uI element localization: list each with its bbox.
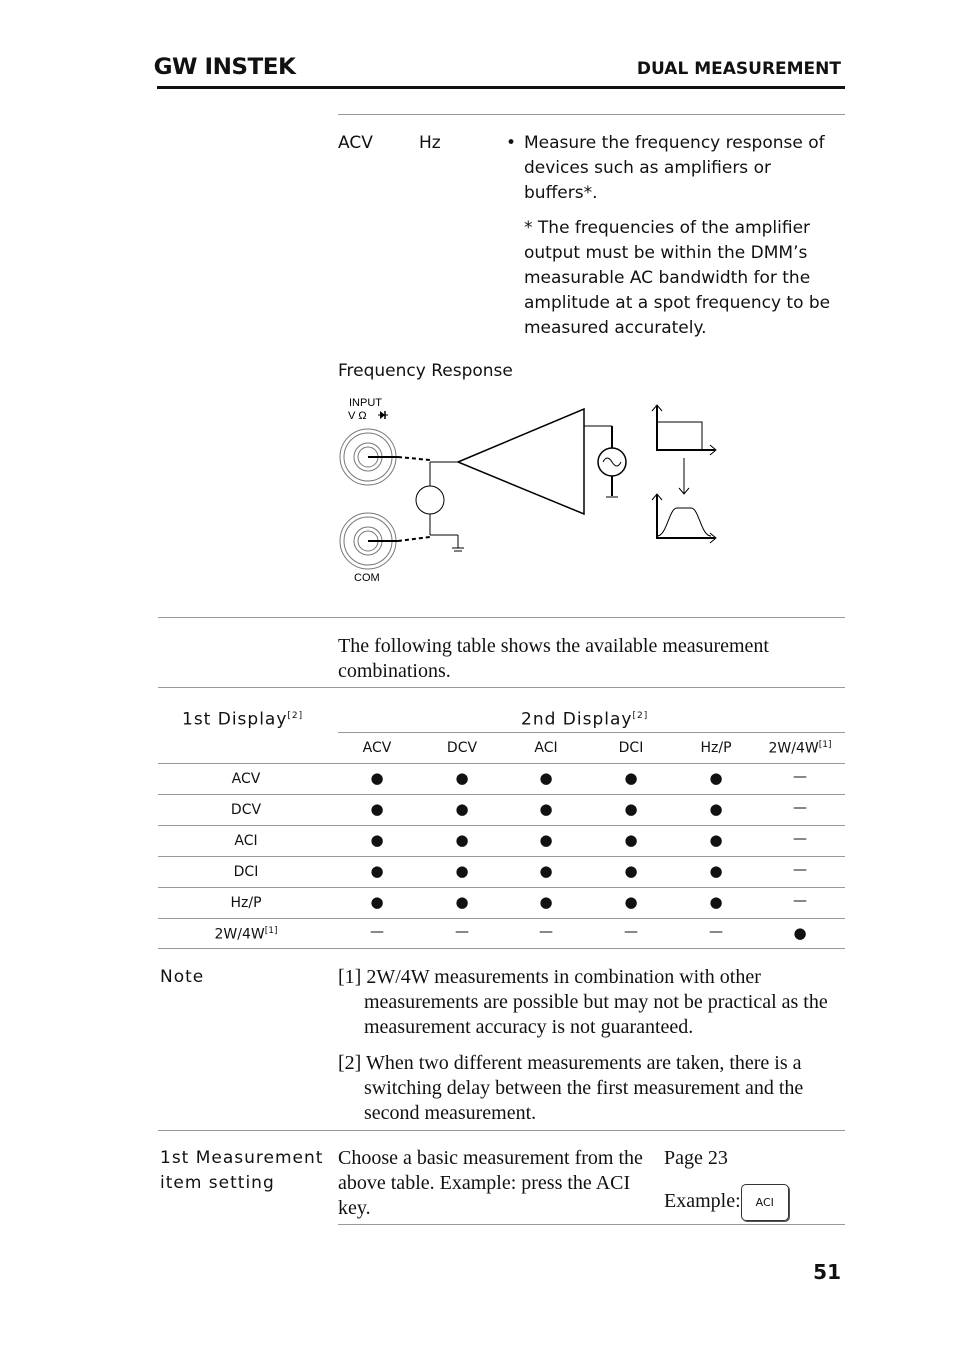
table-cell: ● — [793, 924, 807, 942]
table-cell: ● — [709, 893, 723, 911]
page-number: 51 — [813, 1260, 841, 1284]
table-cell: — — [793, 893, 807, 909]
table-cell: ● — [455, 862, 469, 880]
example-label: Example: — [664, 1190, 741, 1213]
column-header: ACI — [534, 740, 558, 756]
column-header: ACV — [362, 740, 392, 756]
table-cell: ● — [709, 769, 723, 787]
table-cell: — — [624, 924, 638, 940]
table-cell: ● — [539, 800, 553, 818]
table-cell: — — [793, 831, 807, 847]
diagram-title: Frequency Response — [338, 361, 513, 381]
intro-text: The following table shows the available measurement combinations. — [338, 635, 769, 682]
acv-label: ACV — [338, 133, 373, 153]
bullet-text: Measure the frequency response of devices such as amplifiers or buffers*. — [524, 133, 825, 203]
table-cell: ● — [539, 862, 553, 880]
manual-page: GW INSTEK DUAL MEASUREMENT ACV Hz • Measure the frequency response of devices such as amplifiers or buffers*. * The frequencies of the amplifier output must be within the DMM’s measurable AC bandwidth for the amplitude at a spot frequency to be measured accurately. Frequency Response INPUT V Ω COM The following table shows the available measurement combinations. 1st Display[2] 2nd Display[2] ACV DCV ACI DCI Hz/P 2W/4W[1] ACV ● ● ● ● ● — DCV ● ● ● ● ● — ACI ● ● ● ● ● — DCI ● ● ● ● ● — Hz/P ● ● ● ● ● — 2W/4W[1] — — — — — ● Note [1] 2W/4W measurements in combination with other measurements are possible but may not be practical as the measurement accuracy is not guaranteed. [2] When two different measurements are taken, there is a switching delay between the first measurement and the second measurement. 1st Measurement item setting Choose a basic measurement from the above table. Example: press the ACI key. Page 23 Example: ACI 51 — [0, 0, 954, 1350]
table-cell: ● — [370, 769, 384, 787]
hz-label: Hz — [419, 133, 441, 153]
table-cell: ● — [370, 800, 384, 818]
aci-key-icon: ACI — [741, 1184, 789, 1221]
table-cell: — — [455, 924, 469, 940]
table-cell: ● — [624, 893, 638, 911]
row-label: Hz/P — [230, 895, 262, 911]
table-cell: ● — [624, 862, 638, 880]
column-header: Hz/P — [700, 740, 732, 756]
table-cell: — — [793, 769, 807, 785]
note-1: [1] 2W/4W measurements in combination with other measurements are possible but may not be practical as the measurement accuracy is not guaranteed. — [338, 966, 828, 1038]
table-cell: — — [370, 924, 384, 940]
column-header: DCV — [446, 740, 478, 756]
row-label: DCI — [233, 864, 259, 880]
row-label: DCV — [230, 802, 262, 818]
table-cell: — — [793, 862, 807, 878]
table-cell: ● — [539, 831, 553, 849]
note-2: [2] When two different measurements are taken, there is a switching delay between the first measurement and the second measurement. — [338, 1052, 804, 1124]
first-display-header: 1st Display — [182, 709, 288, 730]
table-cell: ● — [455, 800, 469, 818]
column-header: DCI — [618, 740, 644, 756]
table-cell: ● — [624, 831, 638, 849]
table-cell: ● — [624, 769, 638, 787]
footnote-text: * The frequencies of the amplifier output must be within the DMM’s measurable AC bandwidth for the amplitude at a spot frequency to be measured accurately. — [524, 218, 831, 338]
section-title: DUAL MEASUREMENT — [636, 59, 841, 79]
frequency-response-diagram — [330, 390, 730, 590]
table-cell: ● — [709, 800, 723, 818]
table-cell: ● — [455, 769, 469, 787]
note-label: Note — [160, 967, 205, 987]
table-cell: — — [539, 924, 553, 940]
page-reference: Page 23 — [664, 1147, 728, 1169]
table-cell: ● — [539, 769, 553, 787]
input-label: INPUT — [349, 397, 382, 409]
second-display-header: 2nd Display — [521, 709, 633, 730]
row-label: ACI — [234, 833, 258, 849]
table-cell: ● — [455, 893, 469, 911]
table-cell: ● — [539, 893, 553, 911]
diode-icon — [378, 411, 388, 419]
table-cell: — — [709, 924, 723, 940]
table-cell: ● — [709, 862, 723, 880]
input-symbols: V Ω — [348, 410, 367, 422]
header-rule — [157, 86, 845, 89]
table-cell: ● — [455, 831, 469, 849]
setting-label: 1st Measurement item setting — [160, 1148, 324, 1193]
table-cell: ● — [709, 831, 723, 849]
com-label: COM — [354, 572, 380, 584]
row-label: ACV — [231, 771, 261, 787]
table-cell: ● — [370, 893, 384, 911]
row-label: 2W/4W[1] — [214, 926, 278, 943]
table-cell: ● — [624, 800, 638, 818]
table-cell: — — [793, 800, 807, 816]
gw-instek-logo: GW INSTEK — [153, 55, 296, 80]
setting-text: Choose a basic measurement from the above table. Example: press the ACI key. — [338, 1147, 643, 1219]
table-cell: ● — [370, 831, 384, 849]
table-cell: ● — [370, 862, 384, 880]
column-header: 2W/4W[1] — [768, 740, 832, 757]
